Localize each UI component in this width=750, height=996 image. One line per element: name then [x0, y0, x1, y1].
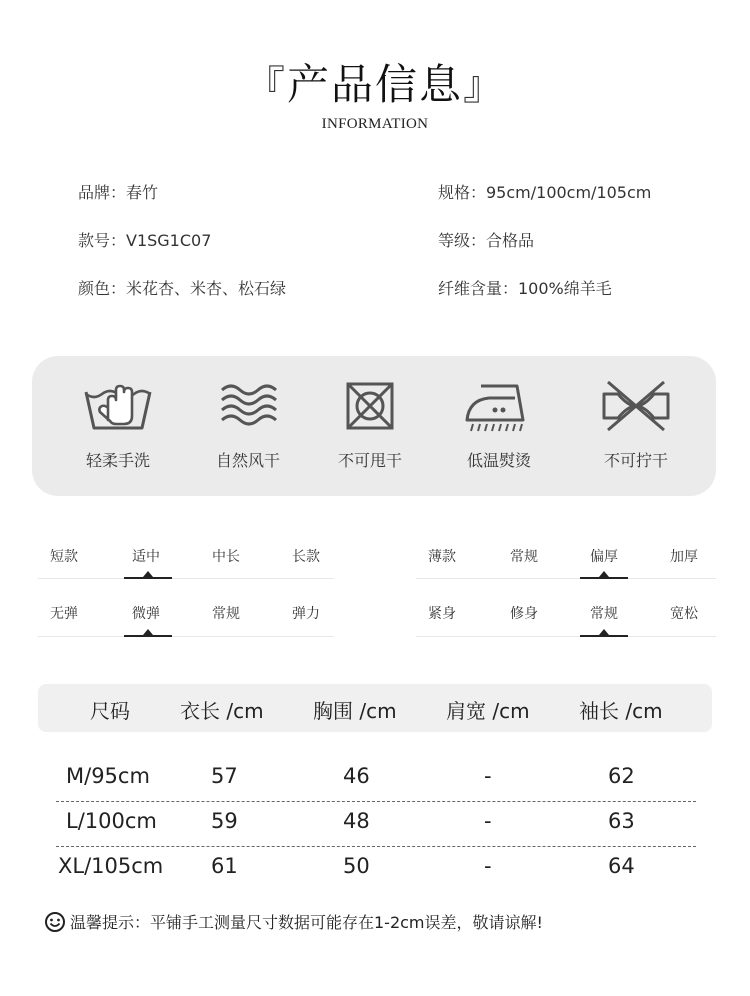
header-size: 尺码 — [90, 699, 130, 723]
fit-scale-track — [416, 636, 716, 637]
care-label-no-wring: 不可拧干 — [603, 451, 668, 470]
low-iron-icon — [459, 376, 539, 436]
length-scale-track — [38, 578, 334, 579]
length-option-medium: 适中 — [132, 549, 160, 565]
row-l-chest: 48 — [343, 809, 370, 833]
elasticity-option-regular: 常规 — [212, 606, 240, 622]
no-wring-icon — [596, 376, 676, 436]
elasticity-option-stretch: 弹力 — [292, 606, 320, 622]
length-selected-marker — [143, 571, 153, 577]
thickness-scale-track — [416, 578, 716, 579]
row-m-length: 57 — [211, 764, 238, 788]
no-tumble-dry-icon — [330, 376, 410, 436]
row-m-sleeve: 62 — [608, 764, 635, 788]
care-label-air-dry: 自然风干 — [215, 451, 280, 470]
fit-option-loose: 宽松 — [670, 606, 698, 622]
header-shoulder: 肩宽 /cm — [446, 699, 530, 723]
thickness-selected-underline — [580, 577, 628, 579]
row-xl-chest: 50 — [343, 854, 370, 878]
length-selected-underline — [124, 577, 172, 579]
care-item-no-wring — [571, 376, 701, 471]
care-item-air-dry — [183, 376, 313, 471]
info-spec: 规格：95cm/100cm/105cm — [438, 183, 652, 202]
thickness-option-extra-thick: 加厚 — [670, 549, 698, 565]
page-subtitle: INFORMATION — [321, 116, 429, 132]
info-fiber: 纤维含量：100%绵羊毛 — [438, 279, 612, 298]
hand-wash-icon — [78, 376, 158, 436]
page-header — [0, 52, 750, 112]
care-label-low-iron: 低温熨烫 — [466, 451, 531, 470]
row-m-shoulder: - — [484, 764, 492, 788]
length-option-long: 长款 — [292, 549, 320, 565]
fit-option-slim: 修身 — [510, 606, 538, 622]
thickness-selected-marker — [599, 571, 609, 577]
elasticity-option-slight: 微弹 — [132, 606, 160, 622]
title-bracket-close: 』 — [463, 63, 505, 109]
header-length: 衣长 /cm — [180, 699, 264, 723]
length-option-midlong: 中长 — [212, 549, 240, 565]
row-xl-sleeve: 64 — [608, 854, 635, 878]
length-option-short: 短款 — [50, 549, 78, 565]
tip-text: 温馨提示：平铺手工测量尺寸数据可能存在1-2cm误差，敬请谅解! — [70, 913, 543, 932]
header-sleeve: 袖长 /cm — [579, 699, 663, 723]
row-divider — [56, 801, 696, 802]
row-m-size: M/95cm — [66, 764, 150, 788]
row-m-chest: 46 — [343, 764, 370, 788]
smiley-icon — [44, 911, 66, 933]
care-label-hand-wash: 轻柔手洗 — [85, 451, 150, 470]
title-bracket-open: 『 — [244, 63, 287, 109]
row-xl-size: XL/105cm — [58, 854, 164, 878]
thickness-option-thin: 薄款 — [428, 549, 456, 565]
elasticity-option-none: 无弹 — [50, 606, 78, 622]
fit-option-regular: 常规 — [590, 606, 618, 622]
elasticity-selected-marker — [143, 629, 153, 635]
header-chest: 胸围 /cm — [313, 699, 397, 723]
care-item-low-iron — [434, 376, 564, 471]
care-item-no-tumble-dry — [305, 376, 435, 471]
thickness-option-regular: 常规 — [510, 549, 538, 565]
care-item-hand-wash — [53, 376, 183, 471]
fit-option-tight: 紧身 — [428, 606, 456, 622]
info-model: 款号：V1SG1C07 — [78, 231, 212, 250]
row-l-length: 59 — [211, 809, 238, 833]
info-grade: 等级：合格品 — [438, 231, 535, 250]
info-brand: 品牌：春竹 — [78, 183, 159, 202]
title-text: 产品信息 — [286, 60, 463, 109]
measurement-tip — [44, 910, 543, 933]
page-title — [245, 52, 505, 112]
row-l-sleeve: 63 — [608, 809, 635, 833]
fit-selected-marker — [599, 629, 609, 635]
row-l-shoulder: - — [484, 809, 492, 833]
thickness-option-thick: 偏厚 — [590, 549, 618, 565]
info-color: 颜色：米花杏、米杏、松石绿 — [78, 279, 287, 298]
row-divider — [56, 846, 696, 847]
row-xl-length: 61 — [211, 854, 238, 878]
row-xl-shoulder: - — [484, 854, 492, 878]
elasticity-selected-underline — [124, 635, 172, 637]
elasticity-scale-track — [38, 636, 334, 637]
row-l-size: L/100cm — [66, 809, 157, 833]
care-label-no-tumble-dry: 不可甩干 — [337, 451, 402, 470]
air-dry-icon — [208, 376, 288, 436]
fit-selected-underline — [580, 635, 628, 637]
